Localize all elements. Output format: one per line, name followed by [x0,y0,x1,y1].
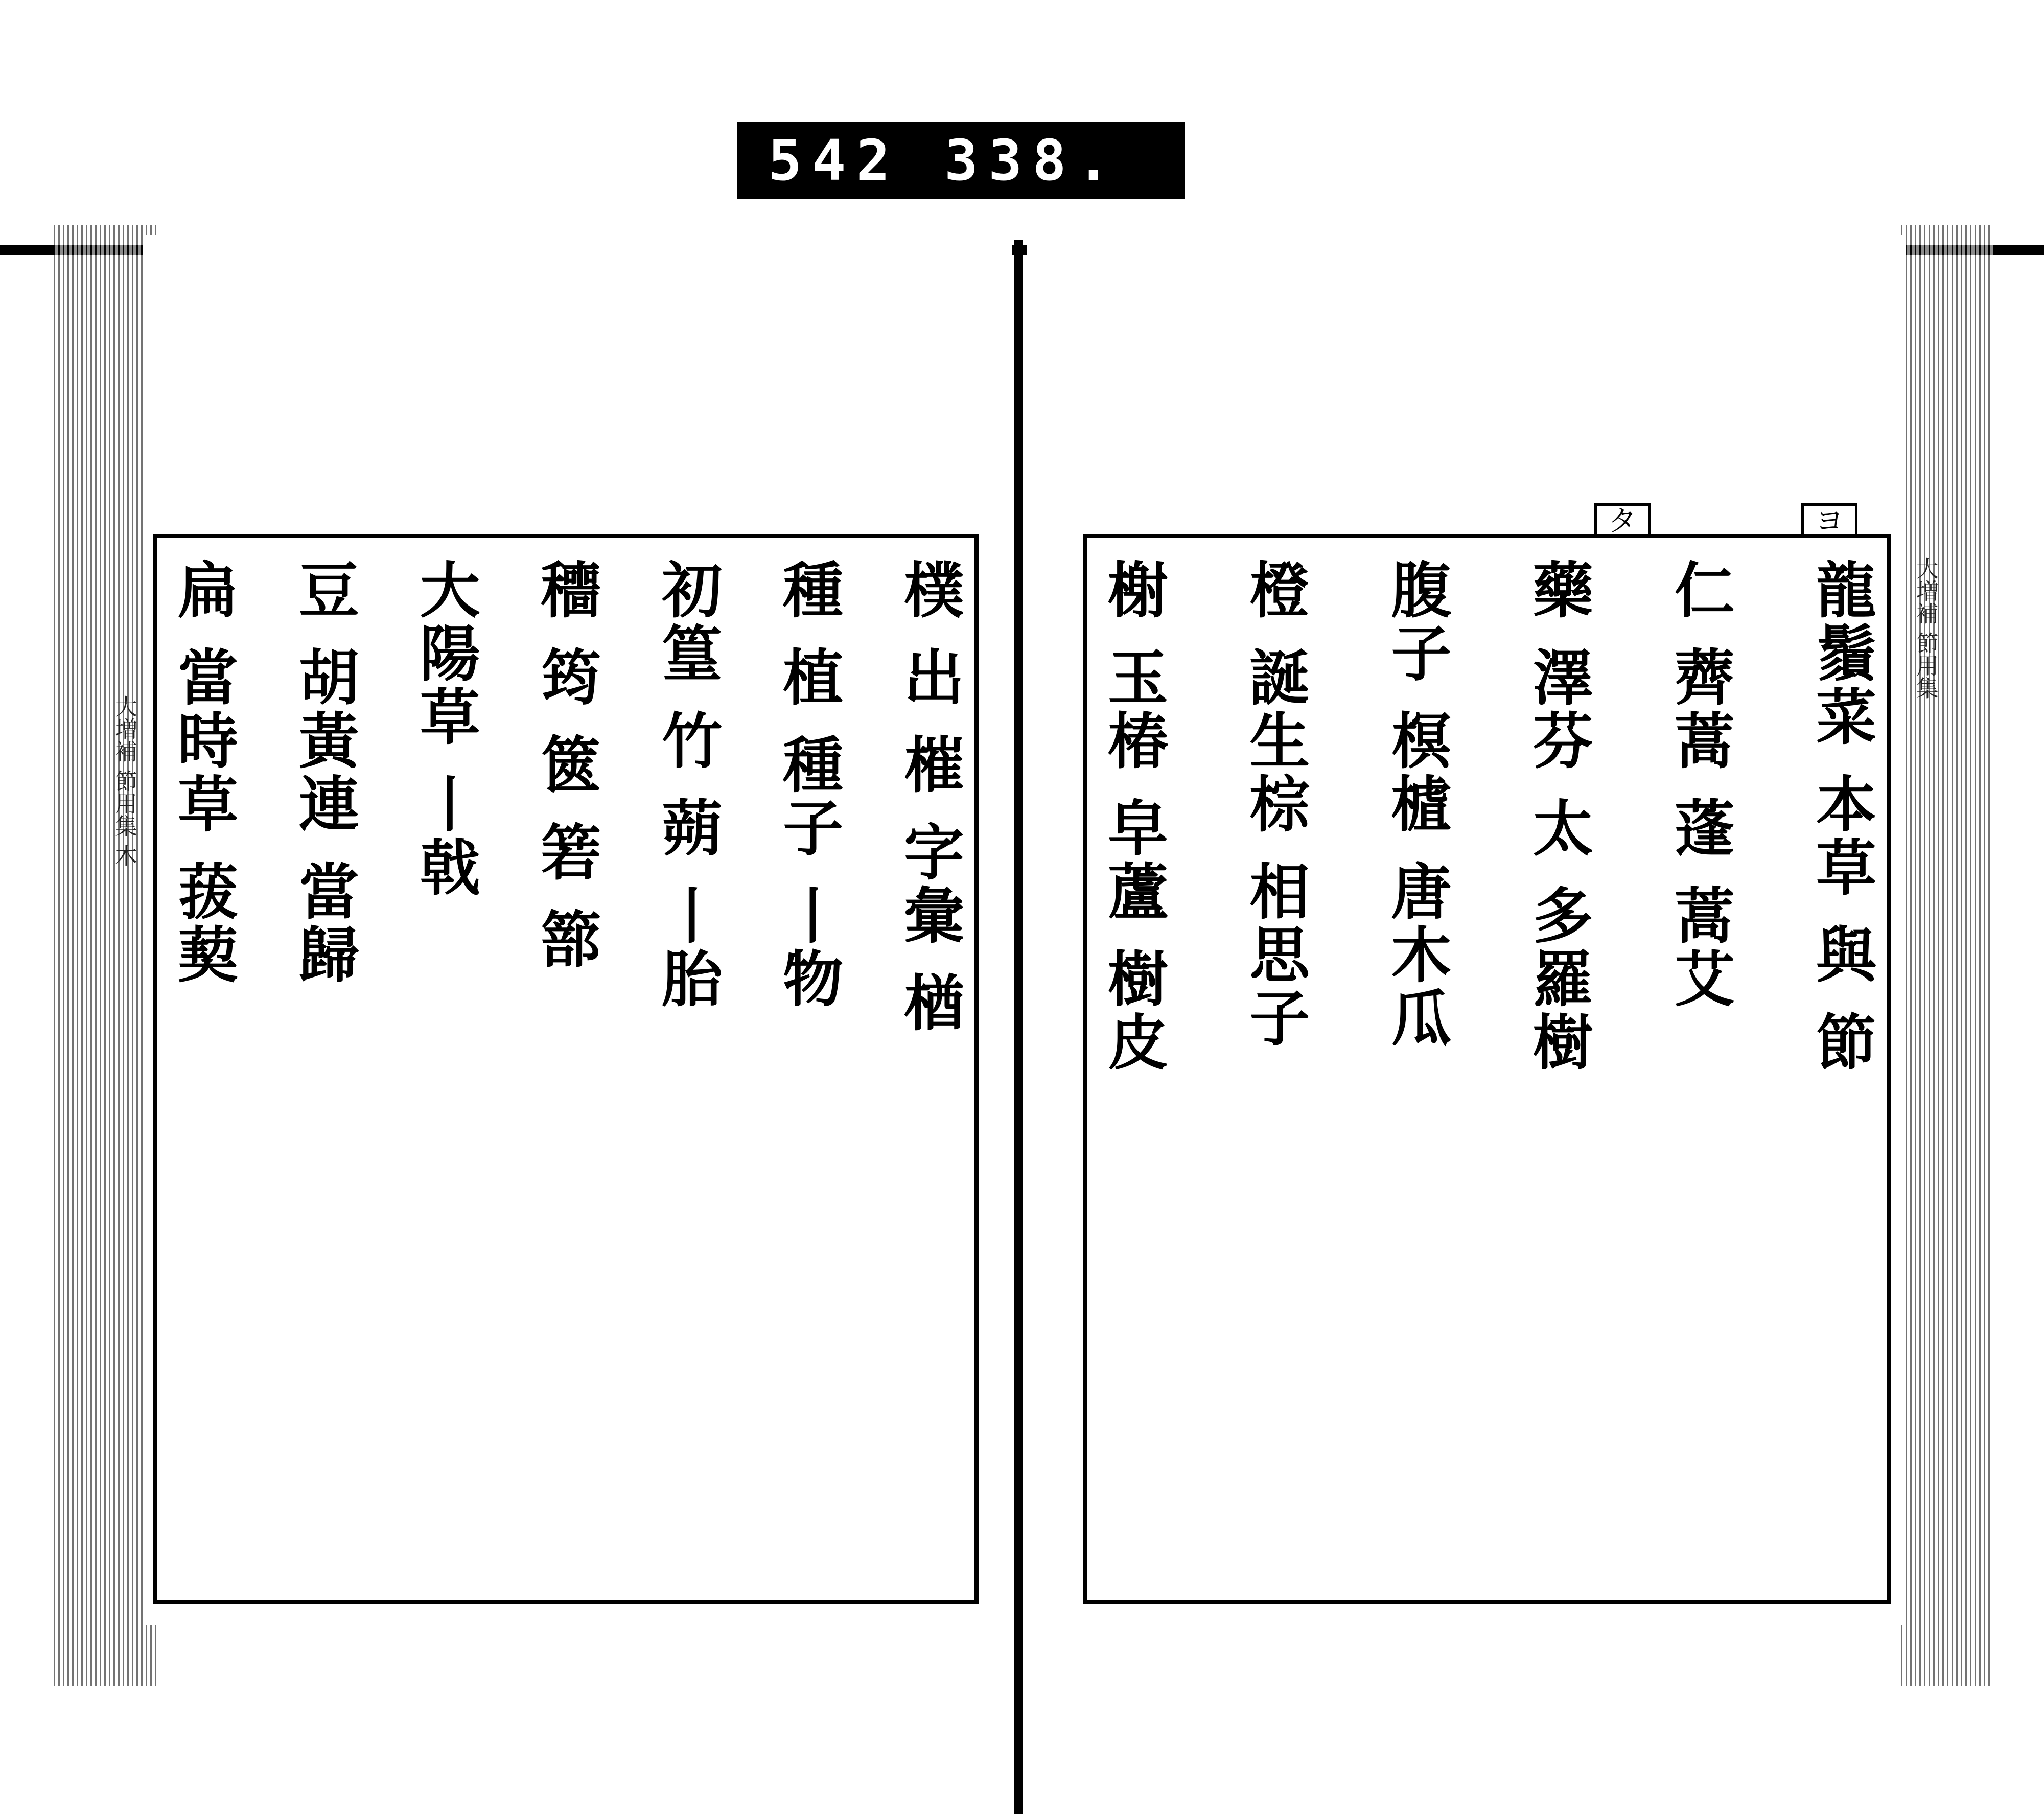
left-text-frame [153,534,979,1604]
text-column: 樸 出 槯 字彙 楢 [893,559,965,1035]
text-column: 穯 筠 篋 箬 篰 [530,559,602,972]
book-gutter [1014,240,1023,1814]
text-column: 種 植 種子 丨物 [773,559,844,1011]
text-column: 龍鬚菜 本草 與 節 [1805,559,1877,1075]
text-column: 榭 玉椿 皁蘆 樹皮 [1098,559,1169,1075]
page-edges-right [1901,225,1993,1686]
left-columns [168,559,965,1585]
text-column: 大陽草 丨戟 [409,559,481,900]
text-column: 豆 胡黃連 當歸 [288,559,360,987]
left-margin-title: 大増補 節用集 木 [111,695,137,867]
text-column: 腹子 榠樝 唐木瓜 [1381,559,1452,1051]
right-text-frame [1083,534,1891,1604]
catalog-label: 542 338. [737,122,1185,199]
section-tab-yo: ヨ [1801,503,1857,537]
text-column: 扁 當時草 菝葜 [168,559,239,987]
right-margin-title: 大増補 節用集 [1912,557,1938,699]
text-column: 初篁 竹 蒴 丨胎 [652,559,723,1011]
text-column: 橙 誕生棕 相思子 [1239,559,1311,1051]
page-edges-left [54,225,156,1686]
text-column: 藥 澤芬 太 多羅樹 [1522,559,1594,1075]
section-tab-ta: タ [1594,503,1651,537]
right-columns [1098,559,1877,1585]
text-column: 仁 薺蒿 蓬 蒿艾 [1664,559,1735,1011]
